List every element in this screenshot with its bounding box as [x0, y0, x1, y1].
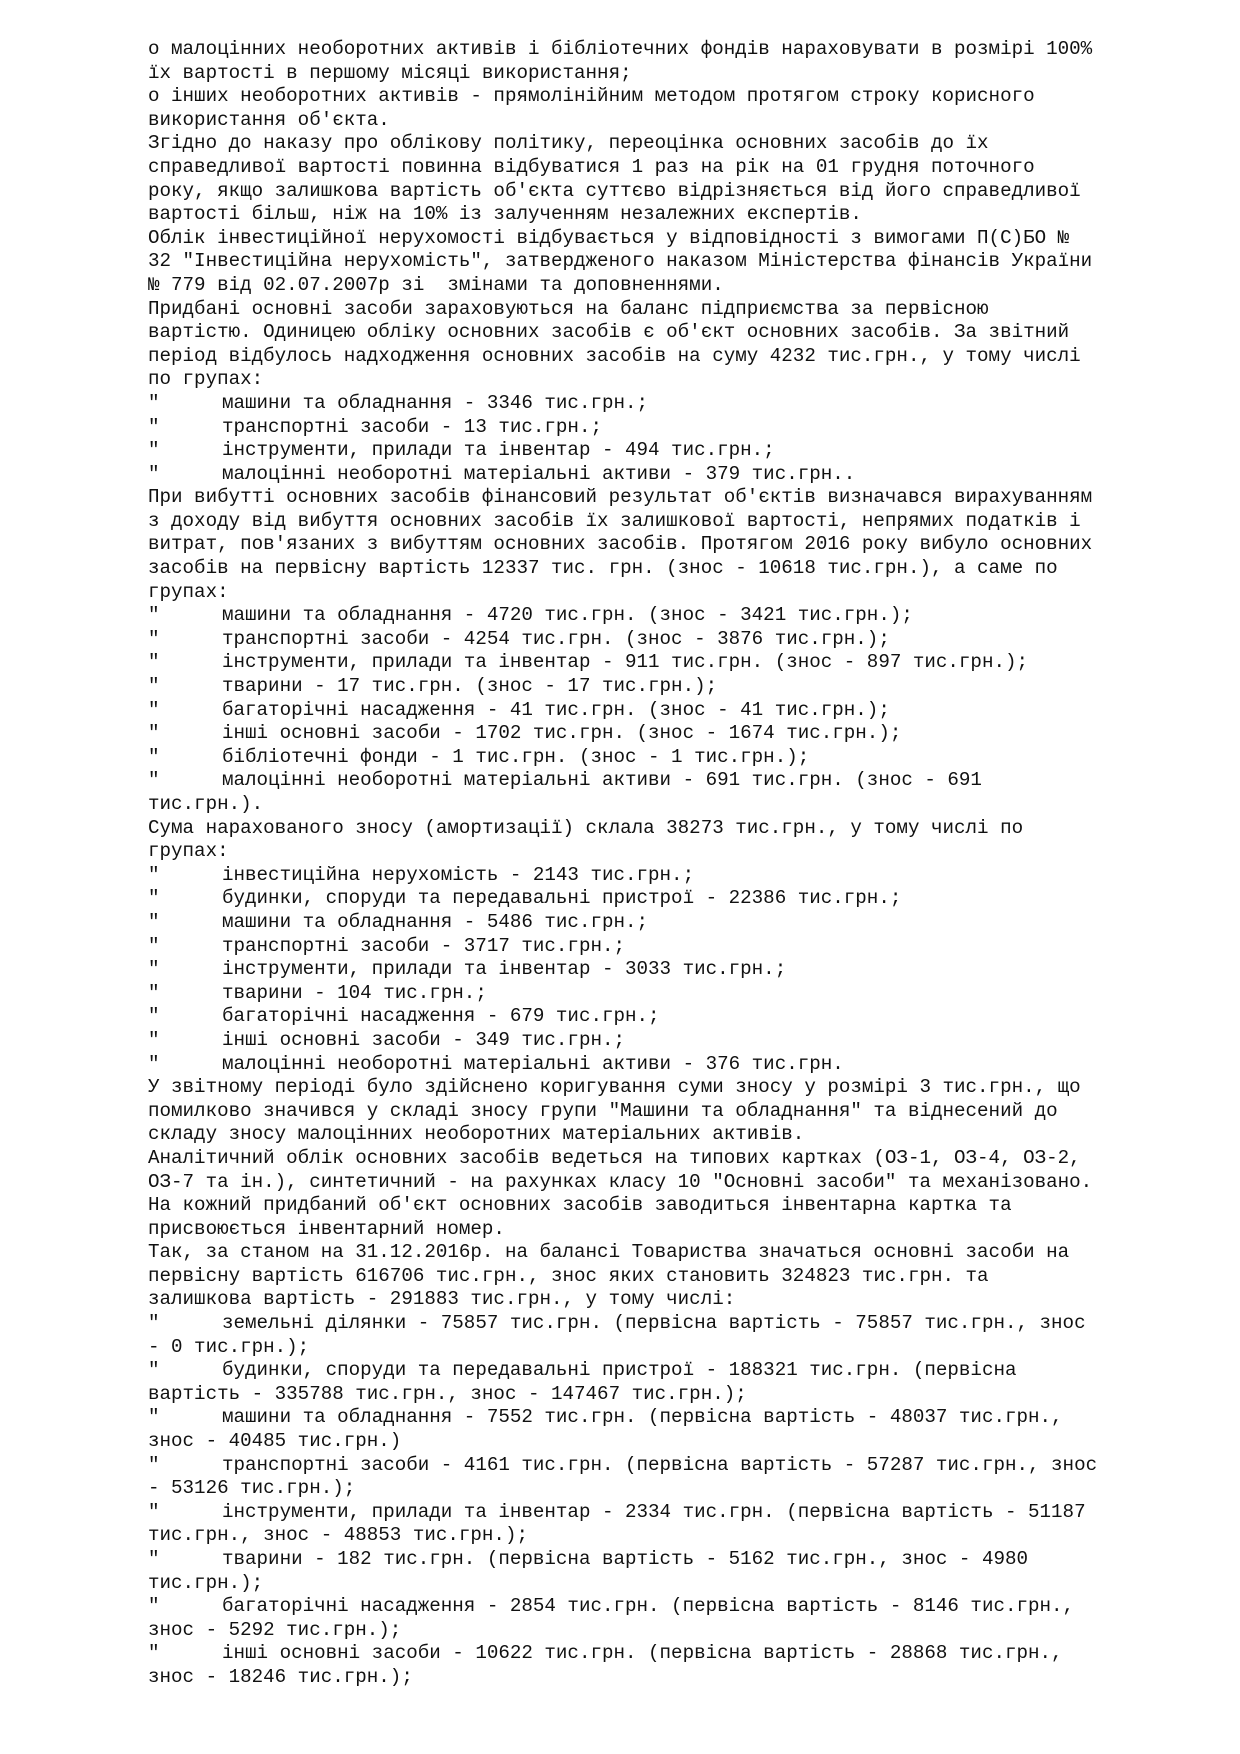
- bullet-mark: ": [148, 1453, 160, 1476]
- list-item: [148, 1406, 1208, 1430]
- list-item: [148, 675, 1208, 699]
- document-body: [148, 38, 1208, 1690]
- list-item: [148, 1053, 1208, 1077]
- text-line: У звітному періоді було здійснено коригування суми зносу у розмірі 3 тис.грн., що: [148, 1076, 1081, 1099]
- list-item: [148, 1595, 1208, 1619]
- text-line: первісну вартість 616706 тис.грн., знос яких становить 324823 тис.грн. та: [148, 1264, 989, 1287]
- list-item-text: бібліотечні фонди - 1 тис.грн. (знос - 1 тис.грн.);: [222, 745, 810, 768]
- list-item: [148, 1642, 1208, 1666]
- text-line: залишкова вартість - 291883 тис.грн., у тому числі:: [148, 1288, 736, 1311]
- text-line: групах:: [148, 840, 229, 863]
- text-line: Згідно до наказу про облікову політику, переоцінка основних засобів до їх: [148, 132, 989, 155]
- text-line: тис.грн.).: [148, 793, 264, 815]
- list-item: [148, 1548, 1208, 1572]
- list-item-text: транспортні засоби - 13 тис.грн.;: [222, 415, 602, 438]
- list-item: [148, 958, 1208, 982]
- list-item-text: інструменти, прилади та інвентар - 911 тис.грн. (знос - 897 тис.грн.);: [222, 651, 1029, 674]
- text-line: - 53126 тис.грн.);: [148, 1477, 356, 1500]
- bullet-mark: ": [148, 415, 160, 438]
- list-item-text: багаторічні насадження - 41 тис.грн. (знос - 41 тис.грн.);: [222, 698, 890, 721]
- bullet-mark: ": [148, 1312, 160, 1335]
- list-item-text: транспортні засоби - 4254 тис.грн. (знос - 3876 тис.грн.);: [222, 627, 890, 650]
- list-item-text: малоцінні необоротні матеріальні активи - 691 тис.грн. (знос - 691: [222, 769, 982, 792]
- text-line: складу зносу малоцінних необоротних матеріальних активів.: [148, 1123, 805, 1146]
- list-item: [148, 439, 1208, 463]
- text-line: групах:: [148, 580, 229, 603]
- text-line: Сума нарахованого зносу (амортизації) склала 38273 тис.грн., у тому числі по: [148, 816, 1024, 839]
- bullet-mark: ": [148, 1052, 160, 1075]
- list-item-text: інструменти, прилади та інвентар - 2334 тис.грн. (первісна вартість - 51187: [222, 1500, 1086, 1523]
- bullet-mark: ": [148, 887, 160, 910]
- bullet-mark: ": [148, 1406, 160, 1429]
- list-item-text: тварини - 104 тис.грн.;: [222, 981, 487, 1004]
- list-item: [148, 1454, 1208, 1478]
- bullet-mark: ": [148, 1005, 160, 1028]
- list-item-text: малоцінні необоротні матеріальні активи - 376 тис.грн.: [222, 1052, 844, 1075]
- text-line: використання об'єкта.: [148, 108, 390, 131]
- list-item: [148, 722, 1208, 746]
- list-item: [148, 392, 1208, 416]
- list-item-text: інструменти, прилади та інвентар - 494 тис.грн.;: [222, 439, 775, 462]
- list-item: [148, 416, 1208, 440]
- list-item: [148, 982, 1208, 1006]
- bullet-mark: ": [148, 604, 160, 627]
- list-item: [148, 935, 1208, 959]
- text-line: з доходу від вибуття основних засобів їх залишкової вартості, непрямих податків і: [148, 509, 1081, 532]
- list-item: [148, 1005, 1208, 1029]
- list-item: [148, 628, 1208, 652]
- list-item: [148, 1029, 1208, 1053]
- text-line: Придбані основні засоби зараховуються на баланс підприємства за первісною: [148, 297, 989, 320]
- bullet-mark: ": [148, 698, 160, 721]
- list-item: [148, 604, 1208, 628]
- bullet-mark: ": [148, 439, 160, 462]
- list-item-text: малоцінні необоротні матеріальні активи - 379 тис.грн..: [222, 462, 856, 485]
- text-line: - 0 тис.грн.);: [148, 1335, 310, 1358]
- list-item: [148, 887, 1208, 911]
- list-item: [148, 746, 1208, 770]
- bullet-mark: ": [148, 1500, 160, 1523]
- bullet-mark: ": [148, 627, 160, 650]
- text-line: тис.грн., знос - 48853 тис.грн.);: [148, 1524, 528, 1547]
- text-line: період відбулось надходження основних засобів на суму 4232 тис.грн., у тому числі: [148, 344, 1081, 367]
- text-line: по групах:: [148, 368, 264, 391]
- bullet-mark: ": [148, 863, 160, 886]
- list-item: [148, 1501, 1208, 1525]
- bullet-mark: ": [148, 462, 160, 485]
- text-line: вартості більш, ніж на 10% із залученням незалежних експертів.: [148, 203, 862, 226]
- list-item-text: машини та обладнання - 3346 тис.грн.;: [222, 391, 649, 414]
- bullet-mark: ": [148, 745, 160, 768]
- text-line: Аналітичний облік основних засобів ведеться на типових картках (ОЗ-1, ОЗ-4, ОЗ-2,: [148, 1146, 1081, 1169]
- list-item-text: машини та обладнання - 5486 тис.грн.;: [222, 910, 649, 933]
- list-item-text: транспортні засоби - 4161 тис.грн. (первісна вартість - 57287 тис.грн., знос: [222, 1453, 1098, 1476]
- bullet-mark: ": [148, 1028, 160, 1051]
- text-line: о інших необоротних активів - прямолінійним методом протягом строку корисного: [148, 85, 1035, 108]
- list-item: [148, 769, 1208, 793]
- list-item: [148, 864, 1208, 888]
- text-line: року, якщо залишкова вартість об'єкта суттєво відрізняється від його справедливої: [148, 179, 1081, 202]
- text-line: Так, за станом на 31.12.2016р. на балансі Товариства значаться основні засоби на: [148, 1241, 1070, 1264]
- bullet-mark: ": [148, 910, 160, 933]
- text-line: знос - 40485 тис.грн.): [148, 1430, 402, 1453]
- text-line: знос - 5292 тис.грн.);: [148, 1618, 402, 1641]
- bullet-mark: ": [148, 1359, 160, 1382]
- list-item-text: багаторічні насадження - 2854 тис.грн. (первісна вартість - 8146 тис.грн.,: [222, 1595, 1075, 1618]
- text-line: 32 "Інвестиційна нерухомість", затвердженого наказом Міністерства фінансів України: [148, 250, 1093, 273]
- list-item: [148, 1312, 1208, 1336]
- bullet-mark: ": [148, 934, 160, 957]
- list-item: [148, 1359, 1208, 1383]
- bullet-mark: ": [148, 1595, 160, 1618]
- bullet-mark: ": [148, 1548, 160, 1570]
- text-line: справедливої вартості повинна відбуватися 1 раз на рік на 01 грудня поточного: [148, 155, 1035, 178]
- list-item: [148, 911, 1208, 935]
- list-item-text: будинки, споруди та передавальні пристрої - 188321 тис.грн. (первісна: [222, 1359, 1017, 1382]
- text-line: знос - 18246 тис.грн.);: [148, 1665, 413, 1688]
- list-item-text: інші основні засоби - 1702 тис.грн. (знос - 1674 тис.грн.);: [222, 722, 902, 745]
- text-line: вартістю. Одиницею обліку основних засобів є об'єкт основних засобів. За звітний: [148, 321, 1070, 344]
- list-item-text: транспортні засоби - 3717 тис.грн.;: [222, 934, 626, 957]
- list-item-text: багаторічні насадження - 679 тис.грн.;: [222, 1005, 660, 1028]
- text-line: витрат, пов'язаних з вибуттям основних засобів. Протягом 2016 року вибуло основних: [148, 533, 1093, 556]
- list-item: [148, 463, 1208, 487]
- list-item-text: машини та обладнання - 7552 тис.грн. (первісна вартість - 48037 тис.грн.,: [222, 1406, 1063, 1429]
- text-line: їх вартості в першому місяці використання;: [148, 61, 632, 84]
- text-line: При вибутті основних засобів фінансовий результат об'єктів визначався вирахуванням: [148, 486, 1093, 509]
- text-line: ОЗ-7 та ін.), синтетичний - на рахунках класу 10 "Основні засоби" та механізовано.: [148, 1170, 1093, 1193]
- text-line: вартість - 335788 тис.грн., знос - 147467 тис.грн.);: [148, 1382, 747, 1405]
- list-item-text: машини та обладнання - 4720 тис.грн. (знос - 3421 тис.грн.);: [222, 604, 913, 627]
- list-item-text: інші основні засоби - 10622 тис.грн. (первісна вартість - 28868 тис.грн.,: [222, 1642, 1063, 1665]
- list-item: [148, 651, 1208, 675]
- text-line: присвоюється інвентарний номер.: [148, 1217, 505, 1240]
- text-line: № 779 від 02.07.2007р зі змінами та доповненнями.: [148, 273, 724, 296]
- list-item-text: інші основні засоби - 349 тис.грн.;: [222, 1028, 626, 1051]
- bullet-mark: ": [148, 675, 160, 698]
- bullet-mark: ": [148, 391, 160, 414]
- text-line: тис.грн.);: [148, 1571, 264, 1594]
- bullet-mark: ": [148, 1642, 160, 1665]
- text-line: засобів на первісну вартість 12337 тис. грн. (знос - 10618 тис.грн.), а саме по: [148, 557, 1058, 580]
- list-item-text: земельні ділянки - 75857 тис.грн. (первісна вартість - 75857 тис.грн., знос: [222, 1312, 1086, 1335]
- list-item: [148, 699, 1208, 723]
- bullet-mark: ": [148, 769, 160, 792]
- list-item-text: інструменти, прилади та інвентар - 3033 тис.грн.;: [222, 958, 787, 981]
- list-item-text: інвестиційна нерухомість - 2143 тис.грн.;: [222, 863, 695, 886]
- list-item-text: тварини - 182 тис.грн. (первісна вартість - 5162 тис.грн., знос - 4980: [222, 1548, 1029, 1570]
- bullet-mark: ": [148, 981, 160, 1004]
- list-item-text: тварини - 17 тис.грн. (знос - 17 тис.грн.);: [222, 675, 718, 698]
- bullet-mark: ": [148, 651, 160, 674]
- text-line: Облік інвестиційної нерухомості відбувається у відповідності з вимогами П(С)БО №: [148, 226, 1070, 249]
- text-line: помилково значився у складі зносу групи "Машини та обладнання" та віднесений до: [148, 1099, 1058, 1122]
- bullet-mark: ": [148, 722, 160, 745]
- text-line: о малоцінних необоротних активів і бібліотечних фондів нараховувати в розмірі 100%: [148, 38, 1093, 60]
- text-line: На кожний придбаний об'єкт основних засобів заводиться інвентарна картка та: [148, 1194, 1012, 1217]
- bullet-mark: ": [148, 958, 160, 981]
- list-item-text: будинки, споруди та передавальні пристрої - 22386 тис.грн.;: [222, 887, 902, 910]
